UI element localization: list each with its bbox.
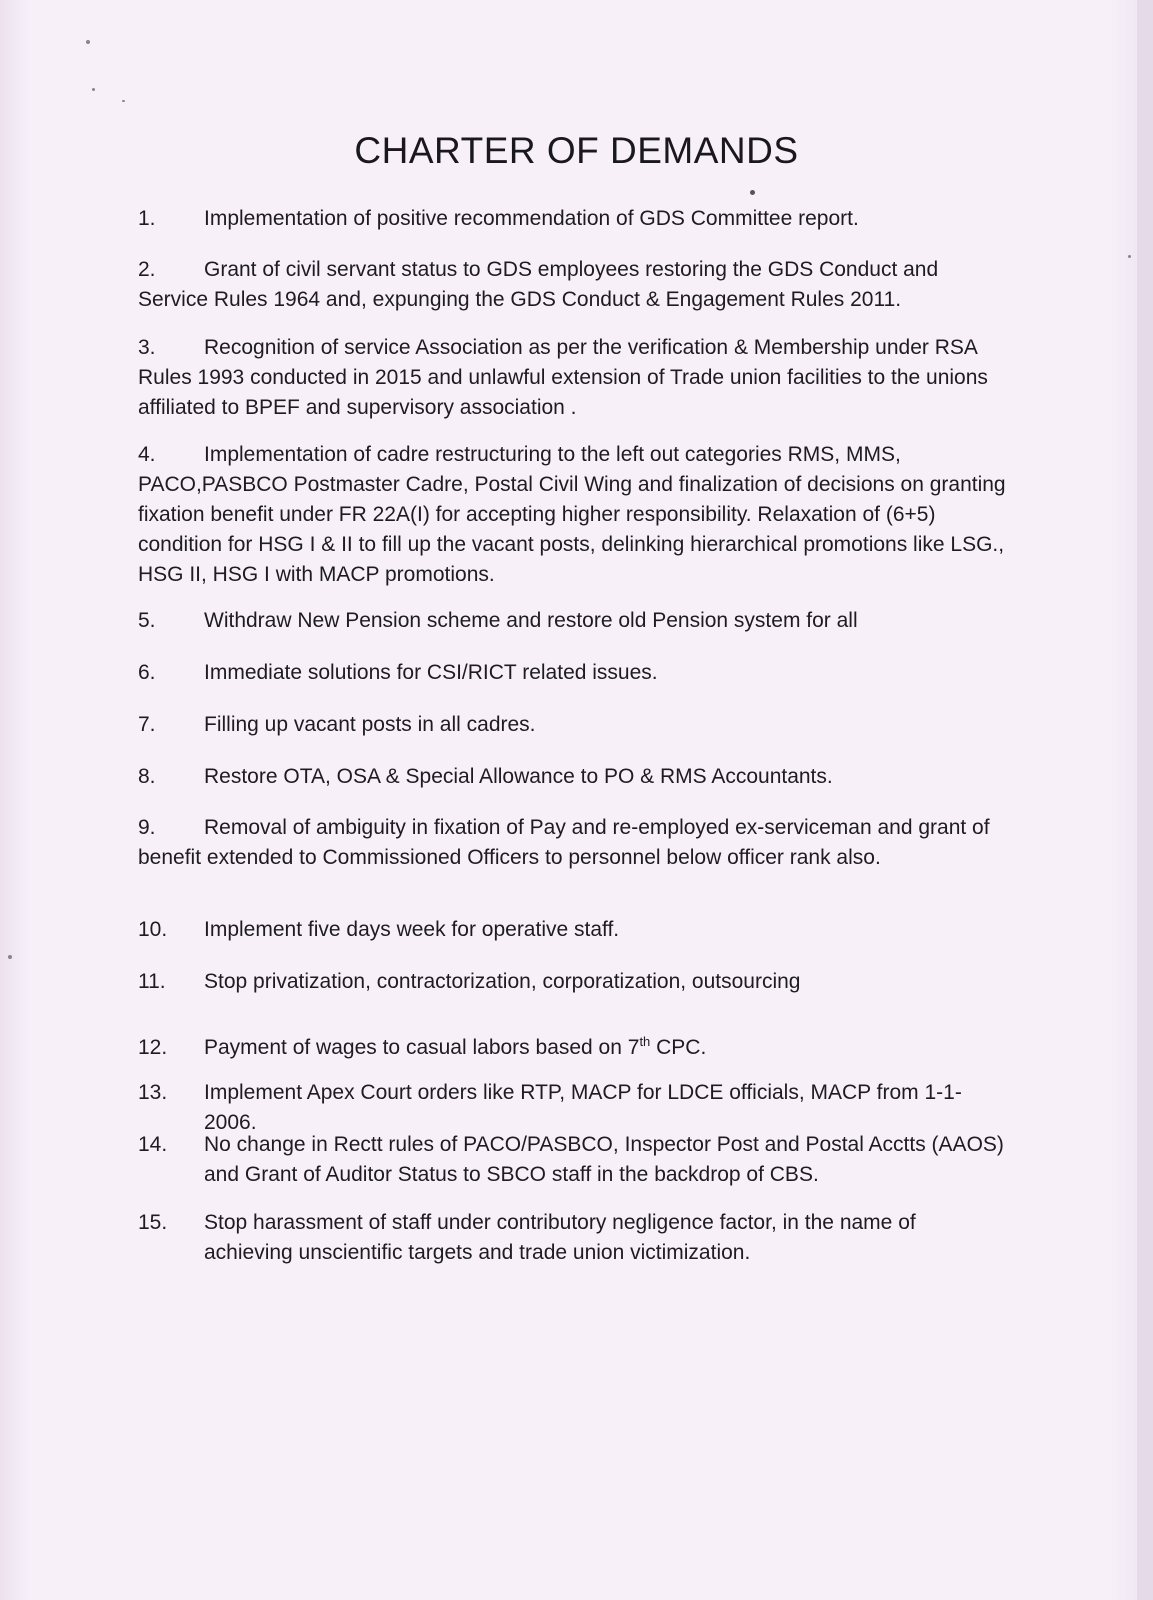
scan-speck bbox=[122, 100, 125, 102]
item-number: 7. bbox=[138, 713, 156, 736]
demand-item-12 bbox=[138, 1027, 1008, 1063]
item-number: 1. bbox=[138, 207, 156, 230]
demand-item-14 bbox=[138, 1130, 1008, 1190]
item-text: Recognition of service Association as per the verification & Membership under RSA Rules 1993 conducted in 2015 and unlawful extension of Trade union facilities to the unions affiliated to BPEF and supervisory association . bbox=[138, 336, 988, 419]
item-number: 12. bbox=[138, 1036, 168, 1059]
item-text: Restore OTA, OSA & Special Allowance to PO & RMS Accountants. bbox=[204, 765, 833, 788]
item-text: Removal of ambiguity in fixation of Pay and re-employed ex-serviceman and grant of benefit extended to Commissioned Officers to personnel below officer rank also. bbox=[138, 816, 990, 869]
item-number: 4. bbox=[138, 443, 156, 466]
demand-item-1 bbox=[138, 204, 1008, 234]
item-text: Implement five days week for operative staff. bbox=[204, 918, 620, 941]
scan-speck bbox=[86, 40, 90, 44]
item-number: 2. bbox=[138, 258, 156, 281]
demand-item-13 bbox=[138, 1078, 1008, 1138]
demand-item-11 bbox=[138, 967, 1008, 997]
item-text: Implementation of cadre restructuring to the left out categories RMS, MMS, PACO,PASBCO Postmaster Cadre, Postal Civil Wing and finalization of decisions on granting fixation benefit under FR 22A(I) for accepting higher responsibility. Relaxation of (6+5) condition for HSG I & II to fill up the vacant posts, delinking hierarchical promotions like LSG., HSG II, HSG I with MACP promotions. bbox=[138, 443, 1006, 586]
demand-item-4 bbox=[138, 440, 1008, 590]
item-text: Filling up vacant posts in all cadres. bbox=[204, 713, 536, 736]
demand-item-6 bbox=[138, 658, 1008, 688]
item-text-before: Payment of wages to casual labors based on 7 bbox=[204, 1036, 640, 1059]
item-number: 3. bbox=[138, 336, 156, 359]
item-text: Grant of civil servant status to GDS employees restoring the GDS Conduct and Service Rules 1964 and, expunging the GDS Conduct & Engagement Rules 2011. bbox=[138, 258, 939, 311]
item-text: Implementation of positive recommendation of GDS Committee report. bbox=[204, 207, 859, 230]
item-text: No change in Rectt rules of PACO/PASBCO, Inspector Post and Postal Acctts (AAOS) and Grant of Auditor Status to SBCO staff in the backdrop of CBS. bbox=[204, 1133, 1004, 1186]
item-number: 15. bbox=[138, 1211, 168, 1234]
scan-speck bbox=[8, 955, 12, 959]
item-number: 10. bbox=[138, 918, 168, 941]
item-text: Withdraw New Pension scheme and restore old Pension system for all bbox=[204, 609, 858, 632]
document-title: CHARTER OF DEMANDS bbox=[354, 130, 799, 171]
item-text: Implement Apex Court orders like RTP, MACP for LDCE officials, MACP from 1-1-2006. bbox=[204, 1081, 962, 1134]
scan-speck bbox=[1128, 255, 1131, 258]
item-text-superscript: th bbox=[639, 1034, 651, 1049]
demand-item-7 bbox=[138, 710, 1008, 740]
demand-item-3 bbox=[138, 333, 1008, 423]
demand-item-5 bbox=[138, 606, 1008, 636]
item-number: 5. bbox=[138, 609, 156, 632]
item-number: 11. bbox=[138, 970, 166, 993]
demand-item-10 bbox=[138, 915, 1008, 945]
item-text-after: CPC. bbox=[650, 1036, 707, 1059]
demand-item-15 bbox=[138, 1208, 1008, 1268]
scan-speck bbox=[750, 190, 755, 195]
item-number: 14. bbox=[138, 1133, 168, 1156]
page-edge-shadow bbox=[1137, 0, 1153, 1600]
item-number: 13. bbox=[138, 1081, 168, 1104]
demand-item-9 bbox=[138, 813, 1008, 873]
demand-item-8 bbox=[138, 762, 1008, 792]
item-text: Stop harassment of staff under contributory negligence factor, in the name of achieving unscientific targets and trade union victimization. bbox=[204, 1211, 916, 1264]
item-text: Stop privatization, contractorization, corporatization, outsourcing bbox=[204, 970, 801, 993]
item-number: 6. bbox=[138, 661, 156, 684]
demand-item-2 bbox=[138, 255, 1008, 315]
item-number: 8. bbox=[138, 765, 156, 788]
item-text: Immediate solutions for CSI/RICT related issues. bbox=[204, 661, 658, 684]
item-number: 9. bbox=[138, 816, 156, 839]
scan-speck bbox=[92, 88, 95, 91]
